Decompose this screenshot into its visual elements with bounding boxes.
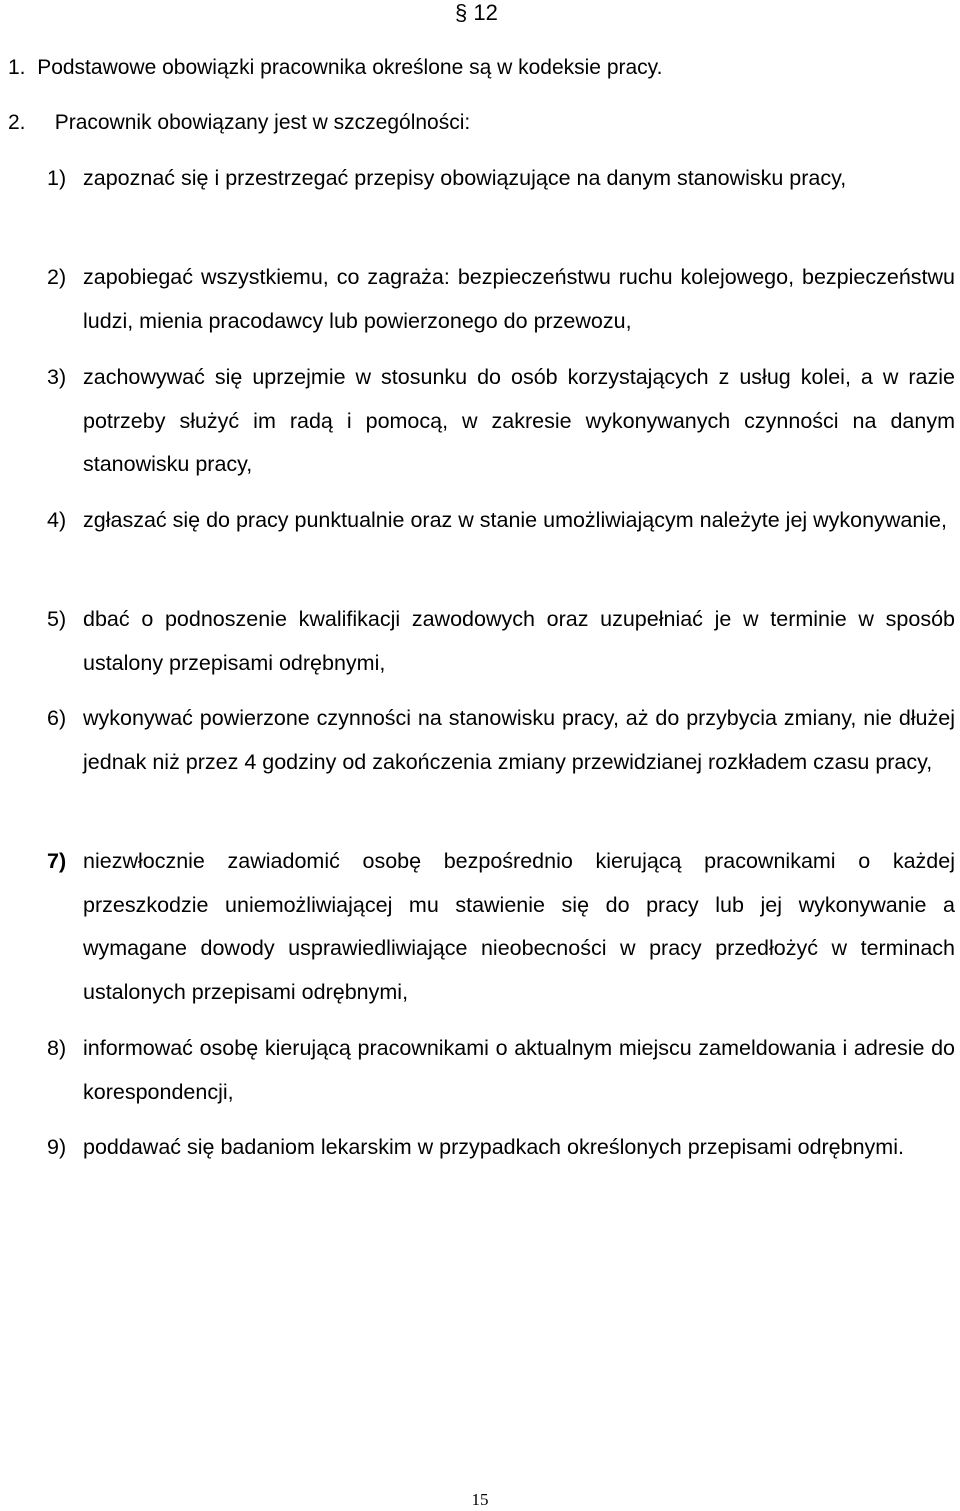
list-item-text: poddawać się badaniom lekarskim w przypadkach określonych przepisami odrębnymi. bbox=[83, 1135, 904, 1159]
list-item-number: 9) bbox=[47, 1135, 67, 1159]
paragraph-text: Pracownik obowiązany jest w szczególności: bbox=[54, 111, 471, 134]
list-item-number: 2) bbox=[47, 265, 67, 289]
list-item-4 bbox=[47, 499, 955, 543]
list-item-text: zachowywać się uprzejmie w stosunku do osób korzystających z usług kolei, a w razie potrzeby służyć im radą i pomocą, w zakresie wykonywanych czynności na danym stanowisku pracy, bbox=[83, 365, 955, 476]
list-item-5 bbox=[47, 598, 955, 685]
paragraph-number: 1. bbox=[8, 56, 26, 79]
paragraph-text: Podstawowe obowiązki pracownika określone są w kodeksie pracy. bbox=[37, 56, 663, 79]
list-item-6 bbox=[47, 697, 955, 784]
list-item-number: 8) bbox=[47, 1036, 67, 1060]
list-item-text: zgłaszać się do pracy punktualnie oraz w stanie umożliwiającym należyte jej wykonywanie, bbox=[83, 508, 947, 532]
paragraph-1 bbox=[8, 46, 662, 90]
section-heading: § 12 bbox=[455, 0, 498, 25]
list-item-text: wykonywać powierzone czynności na stanowisku pracy, aż do przybycia zmiany, nie dłużej jednak niż przez 4 godziny od zakończenia zmiany przewidzianej rozkładem czasu pracy, bbox=[83, 706, 955, 774]
paragraph-2 bbox=[8, 101, 470, 145]
list-item-1 bbox=[47, 157, 955, 201]
list-item-number: 7) bbox=[47, 849, 67, 873]
list-item-number: 1) bbox=[47, 166, 67, 190]
list-item-number: 3) bbox=[47, 365, 67, 389]
list-item-8 bbox=[47, 1027, 955, 1114]
list-item-text: niezwłocznie zawiadomić osobę bezpośrednio kierującą pracownikami o każdej przeszkodzie uniemożliwiającej mu stawienie się do pracy lub jej wykonywanie a wymagane dowody usprawiedliwiające nieobecności w pracy przedłożyć w terminach ustalonych przepisami odrębnymi, bbox=[83, 849, 955, 1004]
page-number: 15 bbox=[471, 1490, 489, 1509]
list-item-number: 6) bbox=[47, 706, 67, 730]
list-item-number: 4) bbox=[47, 508, 67, 532]
list-item-9 bbox=[47, 1126, 955, 1170]
paragraph-number: 2. bbox=[8, 111, 26, 134]
list-item-text: zapobiegać wszystkiemu, co zagraża: bezpieczeństwu ruchu kolejowego, bezpieczeństwu ludzi, mienia pracodawcy lub powierzonego do przewozu, bbox=[83, 265, 955, 333]
list-item-text: dbać o podnoszenie kwalifikacji zawodowych oraz uzupełniać je w terminie w sposób ustalony przepisami odrębnymi, bbox=[83, 607, 955, 675]
list-item-number: 5) bbox=[47, 607, 67, 631]
list-item-text: informować osobę kierującą pracownikami o aktualnym miejscu zameldowania i adresie do korespondencji, bbox=[83, 1036, 955, 1104]
list-item-7 bbox=[47, 840, 955, 1014]
list-item-2 bbox=[47, 256, 955, 343]
list-item-text: zapoznać się i przestrzegać przepisy obowiązujące na danym stanowisku pracy, bbox=[83, 166, 847, 190]
list-item-3 bbox=[47, 356, 955, 487]
